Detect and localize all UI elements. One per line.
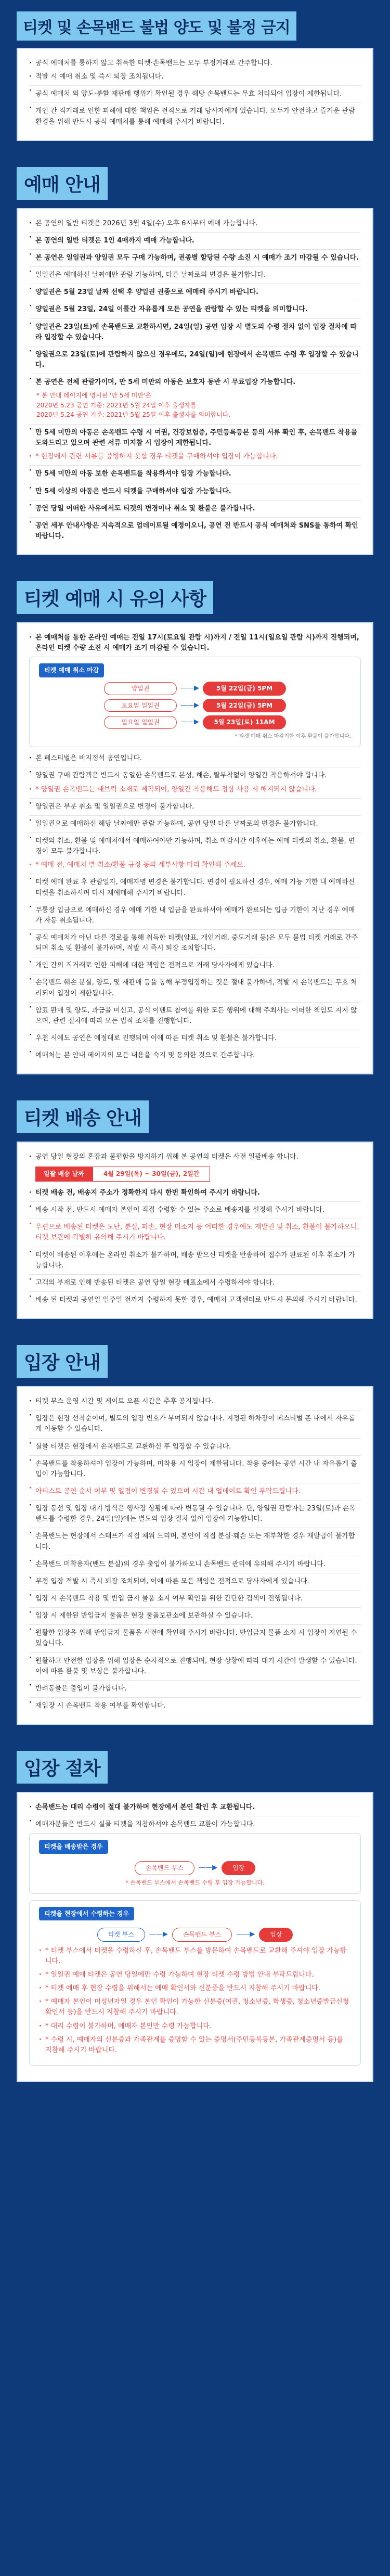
booking-sub-note: 2020년 5.24 공연 기준: 2021년 5월 25일 이후 출생자를 의미합니다. [36,411,231,419]
arrow-right-icon: ——▶ [180,718,199,726]
delivery-item: · 고객의 부재로 인해 반송된 티켓은 공연 당일 현장 매표소에서 수령하셔야 합니다. [29,1274,361,1288]
delivery-item: · 공연 당일 현장의 혼잡과 불편함을 방지하기 위해 본 공연의 티켓은 사전 일괄배송 합니다. [29,1152,361,1162]
notice-item: · 공식 예매처를 통하지 않고 취득한 티켓·손목밴드는 모두 부정거래로 간주합니다. [29,58,361,69]
entry-title: 입장 안내 [17,1345,108,1378]
caution-section [17,576,373,1074]
entry-item: · 재입장 시 손목밴드 착용 여부를 확인합니다. [29,1697,361,1711]
onsite-ticket-box [29,1900,361,2066]
onsite-note: · * 대리 수령이 불가하며, 예매자 본인만 수령 가능합니다. [39,2021,351,2032]
delivery-item: · 우편으로 배송된 티켓은 도난, 분실, 파손, 현장 미소지 등 어떠한 경우에도 재발권 및 취소, 환불이 불가하오니, 티켓 보관에 각별히 유의해 주시기 바랍니다. [29,1219,361,1243]
delivered-note: * 손목밴드 부스에서 손목밴드 수령 후 입장 가능합니다. [125,1879,265,1886]
caution-title: 티켓 예매 시 유의 사항 [17,581,213,614]
booking-item: · 만 5세 미만의 아동 보한 손목밴드를 착용하셔야 입장 가능합니다. [29,465,361,479]
booking-item: · 만 5세 이상의 아동은 반드시 티켓을 구매하셔야 입장 가능합니다. [29,483,361,497]
caution-item: · 예매처는 본 안내 페이지의 모든 내용을 숙지 및 동의한 것으로 간주합니다. [29,1047,361,1061]
procedure-card [17,1792,373,2082]
onsite-note: · * 일일권 예매 티켓은 공연 당일에만 수령 가능하며 현장 티켓 수령 방법 안내 부탁드립니다. [39,1970,351,1980]
arrow-right-icon: ——▶ [149,1930,168,1939]
onsite-flow [39,1928,351,1942]
entry-item: · 입장 동선 및 입장 대기 방식은 행사장 상황에 따라 변동될 수 있습니다. 단, 양일권 관람자는 23일(토)과 손목밴드를 수령한 경우, 24일(일)에는 별도의 입장 절차 없이 입장이 가능합니다. [29,1500,361,1524]
booking-section [17,162,373,555]
entry-item: · 원활하고 안전한 입장을 위해 입장은 순차적으로 진행되며, 현장 상황에 따라 대기 시간이 발생할 수 있습니다. 이에 따른 환불 및 보상은 불가합니다. [29,1652,361,1677]
arrow-right-icon: ——▶ [236,1930,255,1939]
delivery-section [17,1095,373,1319]
booking-item: · 양일권은 23일(토)에 손목밴드로 교환하시면, 24일(일) 공연 입장 시 별도의 수령 절차 없이 입장 절차에 따라 입장할 수 있습니다. [29,318,361,343]
delivery-item: · 배송 시작 전, 반드시 예매자 본인이 직접 수령할 수 있는 주소로 배송지를 설정해 주시기 바랍니다. [29,1201,361,1215]
caution-item: · 우천 시에도 공연은 예정대로 진행되며 이에 따른 티켓 취소 및 환불은 불가합니다. [29,1030,361,1044]
procedure-item: · 예매자분들은 반드시 실물 티켓을 지참하셔야 손목밴드 교환이 가능합니다. [29,1816,361,1830]
delivered-ticket-title: 티켓을 배송받은 경우 [39,1840,108,1854]
entry-item: · 티켓 부스 운영 시간 및 게이트 오픈 시간은 추후 공지됩니다. [29,1396,361,1407]
cancel-deadline-box [29,657,361,747]
delivered-flow [39,1861,351,1875]
booking-item: · 공연 당일 어떠한 사유에서도 티켓의 변경이나 취소 및 환불은 불가합니다. [29,500,361,514]
schedule-date: 5월 22일(금) 5PM [203,699,286,713]
booking-sub-note: 2020년 5.23 공연 기준: 2021년 5월 24일 이후 출생자를 [36,401,197,409]
entry-item: · 부정 입장 적발 시 즉시 퇴장 조치되며, 이에 따른 모든 책임은 전적으로 당사자에게 있습니다. [29,1573,361,1587]
booking-item: · 본 공연은 일일권과 양일권 모두 구매 가능하며, 권종별 할당된 수량 소진 시 예매가 조기 마감될 수 있습니다. [29,249,361,263]
caution-item: · 티켓의 취소, 환불 및 예매처에서 예매하여야만 가능하며, 취소 마감시간 이후에는 예매 티켓의 취소, 환불, 변경이 모두 불가합니다. [29,832,361,857]
caution-item: · 개인 간의 직거래로 인한 피해에 대한 책임은 전적으로 거래 당사자에게 있습니다. [29,957,361,971]
procedure-section [17,1746,373,2082]
procedure-title: 입장 절차 [17,1751,108,1784]
delivery-title: 티켓 배송 안내 [17,1100,149,1133]
caution-item: · 암표 판매 및 양도, 과금을 미신고, 공식 이벤트 참여를 위한 모든 행위에 대해 주최사는 어떠한 책임도 지지 않으며, 관련 절차에 따라 모든 법적 조치를 진행합니다. [29,1002,361,1027]
notice-item: · 개인 간 직거래로 인한 피해에 대한 책임은 전적으로 거래 당사자에게 있습니다. 모두가 안전하고 즐거운 관람 환경을 위해 반드시 공식 예매처를 통해 예매해 주시기 바랍니다. [29,102,361,127]
entry-item: · 입장은 현장 선착순이며, 별도의 입장 번호가 부여되지 않습니다. 지정된 하차장이 페스티벌 존 내에서 자유롭게 이동할 수 있습니다. [29,1410,361,1434]
booking-item: · 양일권으로 23일(토)에 관람하지 않으신 경우에도, 24일(일)에 현장에서 손목밴드 수령 후 입장할 수 있습니다. [29,346,361,370]
cancel-schedule [39,682,351,729]
caution-item: · 손목밴드 훼손 분실, 양도, 및 재판매 등을 통해 부정입장하는 것은 절대 불가하며, 적발 시 손목밴드는 무효 처리되어 입장이 제한됩니다. [29,974,361,998]
caution-intro: · 본 예매처를 통한 온라인 예매는 전일 17시(토요일 관람 시)까지 / 전일 11시(일요일 관람 시)까지 진행되며, 온라인 티켓 수량 소진 시 예매가 조기 마감될 수 있습니다. [29,633,361,653]
delivery-period-value: 4월 29일(목) ~ 30일(금), 2일간 [93,1167,211,1182]
entry-section [17,1340,373,1725]
booking-item: · 본 공연의 일반 티켓은 1인 4매까지 예매 가능합니다. [29,232,361,246]
onsite-ticket-title: 티켓을 현장에서 수령하는 경우 [39,1907,134,1921]
onsite-note: · * 수령 시, 예매자의 신분증과 가족관계를 증명할 수 있는 증명서(주민등록등본, 가족관계증명서 등)를 지참해 주시기 바랍니다. [39,2035,351,2056]
cancel-deadline-title: 티켓 예매 취소 마감 [39,663,104,677]
booking-item: · 양일권은 5월 23일 날짜 선택 후 양일권 권종으로 예매해 주시기 바랍니다. [29,284,361,298]
schedule-label: 토요일 일일권 [104,699,177,712]
entry-item: · 원활한 입장을 위해 반입금지 물품을 사전에 확인해 주시기 바랍니다. 반입금지 물품 소지 시 입장이 지연될 수 있습니다. [29,1624,361,1649]
onsite-note: · * 티켓 예매 후 현장 수령을 위해서는 예매 확인서와 신분증을 반드시 지참해 주시기 바랍니다. [39,1983,351,1994]
schedule-date: 5월 22일(금) 5PM [203,682,286,696]
caution-item: · 무통장 입금으로 예매하신 경우 예매 기한 내 입금을 완료하셔야 예매가 완료되는 입금 기한이 지난 경우 예매가 자동 취소됩니다. [29,902,361,926]
onsite-note: · * 예매자 본인이 미성년자일 경우 본인 확인이 가능한 신분증(여권, 청소년증, 학생증, 청소년증발급신청확인서 등)을 반드시 지참해 주시기 바랍니다. [39,1997,351,2018]
schedule-label: 일요일 일일권 [104,716,177,729]
arrow-right-icon: ——▶ [199,1864,218,1872]
entry-item: · 손목밴드 미착용자(밴드 분실)의 경우 출입이 불가하오니 손목밴드 관리에 유의해 주시기 바랍니다. [29,1556,361,1570]
notice-item: · 적발 시 예매 취소 및 즉시 퇴장 조치됩니다. [29,72,361,82]
entry-item: · 실물 티켓은 현장에서 손목밴드로 교환하신 후 입장할 수 있습니다. [29,1438,361,1452]
caution-card [17,622,373,1074]
entry-card [17,1386,373,1725]
flow-step: 티켓 부스 [97,1928,145,1942]
delivery-item: · 티켓이 배송된 이후에는 온라인 취소가 불가하며, 배송 받으신 티켓을 반송하여 접수가 완료된 이후 취소가 가능합니다. [29,1247,361,1271]
booking-title: 예매 안내 [17,167,108,200]
delivery-item: · 배송 된 티켓과 공연일 일주일 전까지 수령하지 못한 경우, 예매처 고객센터로 반드시 문의해 주시기 바랍니다. [29,1291,361,1305]
booking-item: · 본 공연의 일반 티켓은 2026년 3월 4일(수) 오후 6시부터 예매 가능합니다. [29,219,361,229]
delivered-ticket-box [29,1833,361,1893]
caution-item: · 양일권 구매 관람객은 반드시 동일한 손목밴드로 본성, 해손, 탈부착없이 양일간 착용하셔야 합니다. [29,767,361,781]
caution-item: · 공식 예매처가 아닌 다른 경로를 통해 취득한 티켓(암표, 개인거래, 중도거래 등)은 모두 불법 티켓 거래로 간주되며 취소 및 환불이 불가하며, 적발 시 즉시 퇴장 조치합니다. [29,929,361,954]
delivery-period-label: 일괄 배송 날짜 [35,1167,93,1182]
flow-step: 손목밴드 부스 [172,1928,232,1942]
schedule-date: 5월 23일(토) 11AM [203,715,286,729]
notice-card [17,48,373,141]
caution-item: · * 양일권 손목밴드는 패브릭 소재로 제작되어, 양일간 착용해도 정상 사용 시 해지되지 않습니다. [29,785,361,795]
entry-item: · 입장 시 손목밴드 착용 및 반입 금지 물품 소지 여부 확인을 위한 간단한 검색이 진행됩니다. [29,1590,361,1604]
caution-item: · 일일권으로 예매하신 해당 날짜에만 관람 가능하며, 공연 당일 다른 날짜로의 변경은 불가합니다. [29,815,361,829]
booking-card [17,208,373,555]
entry-item: · 반려동물은 출입이 불가합니다. [29,1680,361,1694]
booking-sub-note: * 본 안내 페이지에 명시된 '만 5세 미만'은 [36,392,151,400]
flow-step: 입장 [259,1928,293,1942]
booking-item: · 공연 세부 안내사항은 지속적으로 업데이트될 예정이오니, 공연 전 반드시 공식 예매처와 SNS를 통하여 확인 바랍니다. [29,517,361,542]
onsite-note: · * 티켓 부스에서 티켓을 수령하신 후, 손목밴드 부스를 방문하여 손목밴드로 교환해 주셔야 입장 가능합니다. [39,1946,351,1967]
entry-item: · 아티스트 공연 순서 여부 및 일정이 변경될 수 있으며 시간 내 업데이트 확인 부탁드립니다. [29,1483,361,1497]
caution-item: · 본 페스티벌은 비지정석 공연입니다. [29,753,361,764]
flow-step: 손목밴드 부스 [135,1861,194,1875]
entry-item: · 입장 시 제한된 반입금지 물품은 현장 물품보관소에 보관하실 수 있습니다. [29,1607,361,1621]
caution-item: · * 예매 전, 예매처 별 취소/환불 규정 등의 세부사항 미리 확인해 주세요. [29,860,361,870]
booking-item: · 본 공연은 전체 관람가이며, 만 5세 미만의 아동은 보호자 동반 시 무료입장 가능합니다. [29,374,361,388]
booking-item: · * 현장에서 관련 서류를 증빙하지 못할 경우 티켓을 구매하셔야 입장이 가능합니다. [29,452,361,462]
caution-item: · 티켓 예매 완료 후 관람일자, 예매자명 변경은 불가합니다. 변경이 필요하신 경우, 예매 가능 기한 내 예매하신 티켓을 취소하시며 다시 재예매해 주시기 바랍니다. [29,874,361,898]
booking-item: · 양일권은 5월 23일, 24일 이틀간 자유롭게 모든 공연을 관람할 수 있는 티켓을 의미합니다. [29,301,361,315]
arrow-right-icon: ——▶ [180,684,199,693]
entry-item: · 손목밴드를 착용하셔야 입장이 가능하며, 미착용 시 입장이 제한됩니다. 착용 중에는 공연 시간 내 자유롭게 출입이 가능합니다. [29,1455,361,1480]
delivery-card [17,1142,373,1319]
cancel-deadline-note: * 티켓 예매 취소 마감기한 이후 환불이 불가합니다. [235,733,351,739]
notice-title: 티켓 및 손목밴드 불법 양도 및 불정 금지 [17,11,296,41]
notice-item: · 공식 예매처 외 양도·분할 재판매 행위가 확인될 경우 해당 손목밴드는 무효 처리되어 입장이 제한됩니다. [29,85,361,99]
caution-item: · 양일권은 부분 취소 및 일일권으로 변경이 불가합니다. [29,798,361,812]
entry-item: · 손목밴드는 현장에서 스태프가 직접 채워 드리며, 본인이 직접 분실·훼손 또는 재부착한 경우 재발급이 불가합니다. [29,1528,361,1552]
schedule-label: 양일권 [104,682,177,695]
booking-item: · 일일권은 예매하신 날짜에만 관람 가능하며, 다른 날짜로의 변경은 불가합니다. [29,266,361,280]
booking-item: · 만 5세 미만의 아동은 손목밴드 수령 시 여권, 건강보험증, 주민등록등본 등의 서류 확인 후, 손목밴드 착용을 도와드리고 있으며 관련 서류 미지참 시 입장이 제한됩니다. [29,424,361,448]
notice-section [17,11,373,141]
delivery-item: · 티켓 배송 전, 배송지 주소가 정확한지 다시 한번 확인하여 주시기 바랍니다. [29,1188,361,1198]
delivery-period [35,1167,361,1182]
flow-step: 입장 [222,1861,255,1875]
procedure-item: · 손목밴드는 대리 수령이 절대 불가하며 현장에서 본인 확인 후 교환됩니다. [29,1802,361,1813]
arrow-right-icon: ——▶ [180,701,199,709]
